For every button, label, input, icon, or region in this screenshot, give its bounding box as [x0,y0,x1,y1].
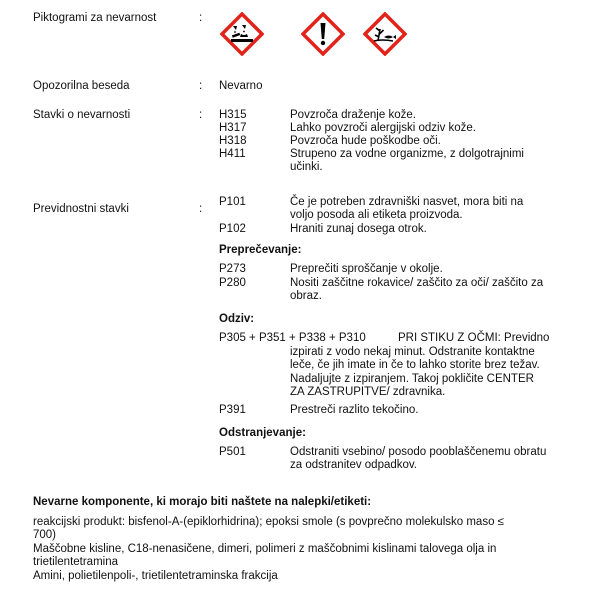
exclamation-mark-icon [301,12,345,56]
response-text: izpirati z vodo nekaj minut. Odstranite kontaktne [290,346,535,358]
hazard-code: H411 [219,148,246,160]
dead-tree-and-fish-icon [363,12,407,56]
response-text: Nadaljujte z izpiranjem. Takoj pokličite CENTER [290,373,534,385]
precaution-text: obraz. [290,290,322,302]
hazard-code: H317 [219,122,247,134]
precaution-code: P102 [219,223,246,235]
precaution-text: Prestreči razlito tekočino. [290,404,419,416]
exclamation-pictogram [301,12,345,56]
signal-word-value: Nevarno [219,80,263,92]
hazard-text: Povzroča hude poškodbe oči. [290,135,441,147]
precaution-text: za odstranitev odpadkov. [290,459,418,471]
precaution-code: P501 [219,446,246,458]
response-text: leče, če jih imate in če to lahko storite brez težav. [290,359,540,371]
corrosion-icon [220,12,264,56]
pictograms-label: Piktogrami za nevarnost [33,12,157,24]
precaution-text: Nositi zaščitne rokavice/ zaščito za oči/ zaščito za [290,277,544,289]
hazard-text: učinki. [290,161,323,173]
precaution-text: Če je potreben zdravniški nasvet, mora biti na [290,196,524,208]
signal-word-label: Opozorilna beseda [33,80,130,92]
hazard-text: Povzroča draženje kože. [290,109,416,121]
response-combo-code: P305 + P351 + P338 + P310 [219,332,366,344]
signal-word-colon: : [199,80,203,92]
prevention-heading: Preprečevanje: [219,244,302,256]
precaution-code: P273 [219,263,246,275]
component-line: reakcijski produkt: bisfenol-A-(epiklorhidrina); epoksi smole (s povprečno molekulsko maso ≤ [33,516,504,528]
component-line: Maščobne kisline, C18-nenasičene, dimeri, polimeri z maščobnimi kislinami talovega olja in [33,543,497,555]
component-line: trietilentetramina [33,556,119,568]
components-heading: Nevarne komponente, ki morajo biti naštete na nalepki/etiketi: [33,496,372,508]
corrosion-pictogram [220,12,264,56]
hazard-text: Lahko povzroči alergijski odziv kože. [290,122,477,134]
precaution-code: P391 [219,404,246,416]
response-heading: Odziv: [219,313,255,325]
hazard-text: Strupeno za vodne organizme, z dolgotrajnimi [290,148,524,160]
hazard-statements-colon: : [199,109,203,121]
disposal-heading: Odstranjevanje: [219,427,306,439]
precaution-code: P101 [219,196,246,208]
hazard-statements-label: Stavki o nevarnosti [33,109,131,121]
pictograms-colon: : [199,12,203,24]
component-line: 700) [33,529,57,541]
hazard-code: H315 [219,109,247,121]
environment-pictogram [363,12,407,56]
hazard-code: H318 [219,135,247,147]
response-text: PRI STIKU Z OČMI: Previdno [398,332,550,344]
precaution-text: Preprečiti sproščanje v okolje. [290,263,443,275]
precautionary-colon: : [199,203,203,215]
precaution-code: P280 [219,277,246,289]
precaution-text: Odstraniti vsebino/ posodo pooblaščenemu obratu [290,446,547,458]
precaution-text: voljo posoda ali etiketa proizvoda. [290,209,463,221]
response-text: ZA ZASTRUPITVE/ zdravnika. [290,386,446,398]
precaution-text: Hraniti zunaj dosega otrok. [290,223,427,235]
component-line: Amini, polietilenpoli-, trietilentetraminska frakcija [33,570,278,582]
precautionary-label: Previdnostni stavki [33,203,129,215]
